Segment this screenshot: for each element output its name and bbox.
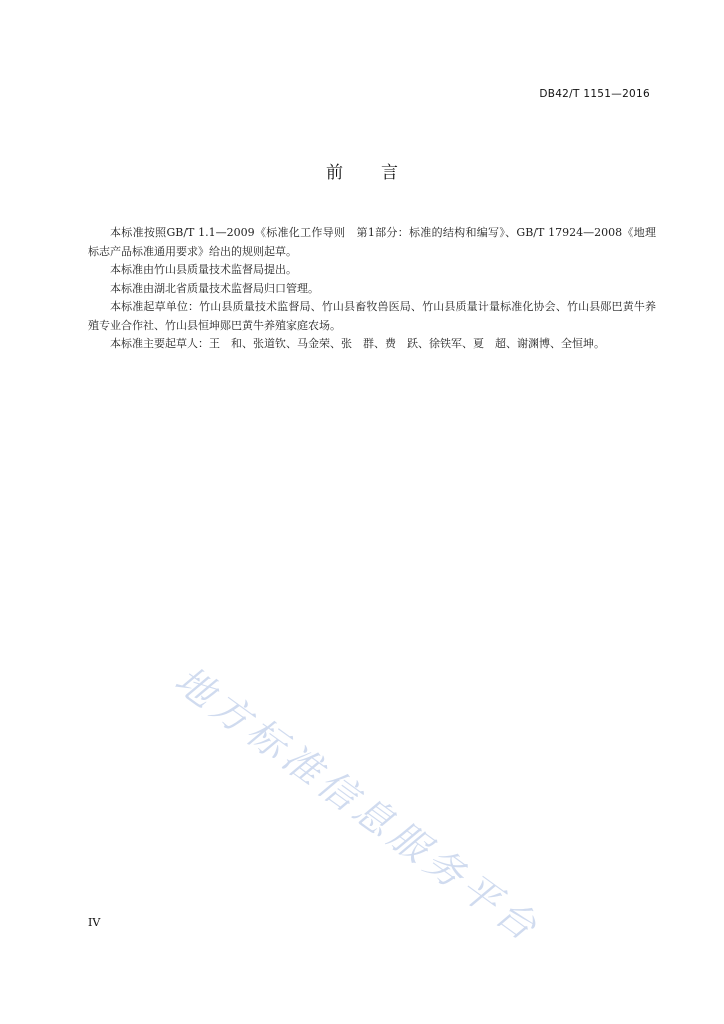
page-title: 前言 (326, 163, 436, 183)
document-code: DB42/T 1151—2016 (539, 88, 650, 100)
watermark: 地方标准信息服务平台 (167, 657, 549, 952)
paragraph-drafting-units: 本标准起草单位：竹山县质量技术监督局、竹山县畜牧兽医局、竹山县质量计量标准化协会、竹山县郧巴黄牛养殖专业合作社、竹山县恒坤郧巴黄牛养殖家庭农场。 (88, 300, 656, 332)
paragraph-drafters: 本标准主要起草人：王 和、张道钦、马金荣、张 群、费 跃、徐铁军、夏 超、谢渊博、全恒坤。 (110, 337, 605, 350)
paragraph-management: 本标准由湖北省质量技术监督局归口管理。 (110, 281, 319, 295)
paragraph-drafting-rules: 本标准按照GB/T 1.1—2009《标准化工作导则 第1部分：标准的结构和编写》、GB/T 17924—2008《地理标志产品标准通用要求》给出的规则起草。 (88, 226, 656, 258)
paragraph-proposer: 本标准由竹山县质量技术监督局提出。 (110, 263, 297, 276)
page-number: IV (88, 916, 101, 929)
foreword-body (88, 224, 656, 354)
